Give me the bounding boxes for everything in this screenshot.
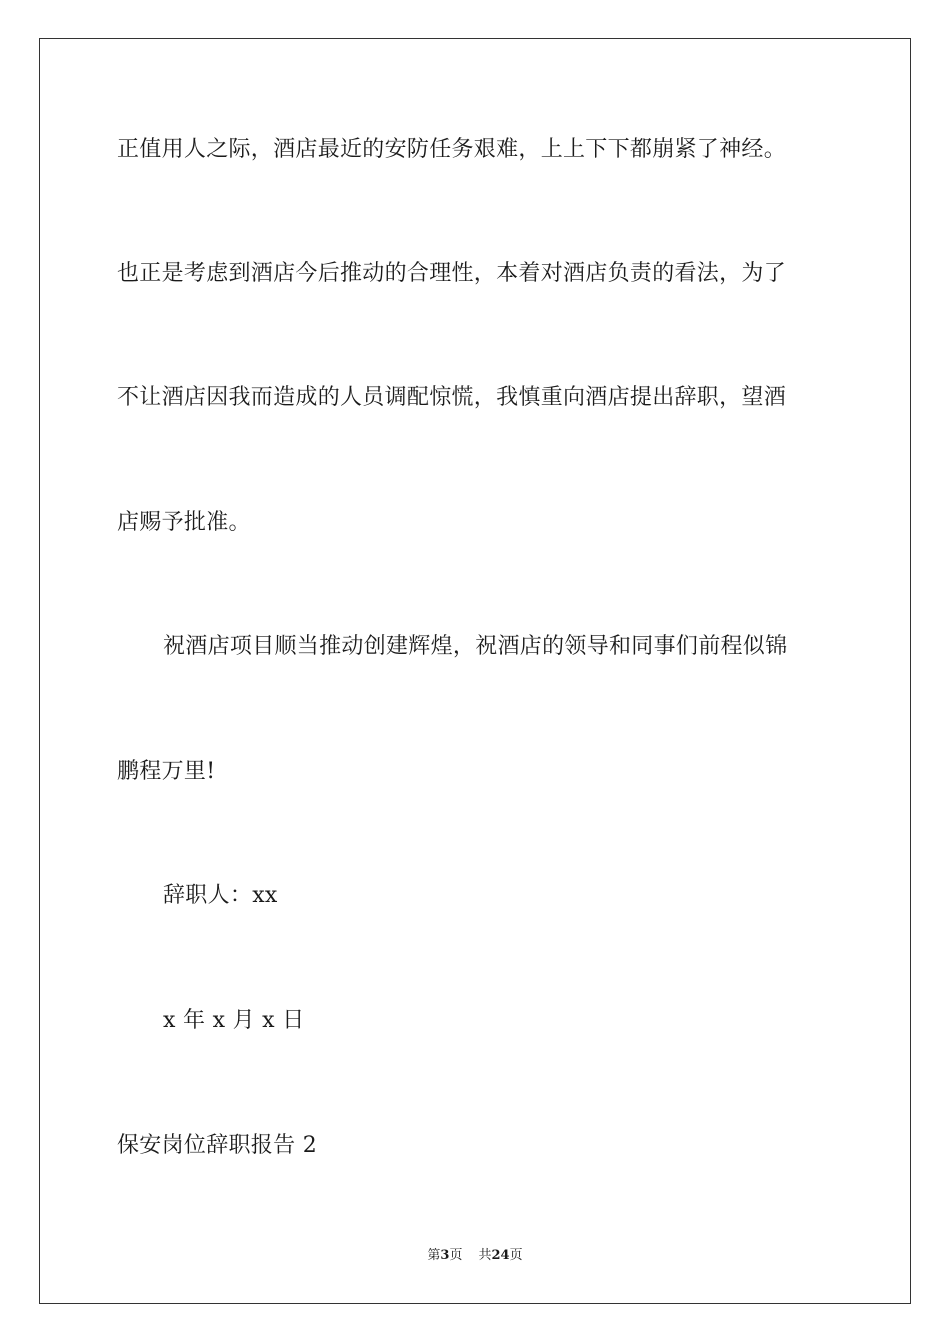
page-footer [0, 1246, 950, 1266]
date-line: x 年 x 月 x 日 [163, 1008, 305, 1033]
footer-total-prefix: 共 [478, 1248, 492, 1263]
closing-wishes-line-2: 鹏程万里! [117, 759, 216, 784]
body-text-line-1: 正值用人之际，酒店最近的安防任务艰难，上上下下都崩紧了神经。 [117, 137, 787, 162]
closing-wishes-line-1: 祝酒店项目顺当推动创建辉煌，祝酒店的领导和同事们前程似锦 [163, 634, 788, 659]
body-text-line-4: 店赐予批准。 [117, 510, 251, 535]
footer-page-number: 3 [440, 1248, 450, 1263]
footer-page-prefix: 第 [427, 1248, 441, 1263]
footer-page-suffix: 页 [449, 1248, 463, 1263]
footer-total-suffix: 页 [509, 1248, 523, 1263]
footer-total-pages: 24 [491, 1248, 510, 1263]
section-heading: 保安岗位辞职报告 2 [117, 1133, 317, 1158]
page-border [39, 38, 911, 1304]
body-text-line-2: 也正是考虑到酒店今后推动的合理性，本着对酒店负责的看法，为了 [117, 261, 787, 286]
body-text-line-3: 不让酒店因我而造成的人员调配惊慌，我慎重向酒店提出辞职，望酒 [117, 385, 787, 410]
signature-line: 辞职人：xx [163, 883, 278, 908]
